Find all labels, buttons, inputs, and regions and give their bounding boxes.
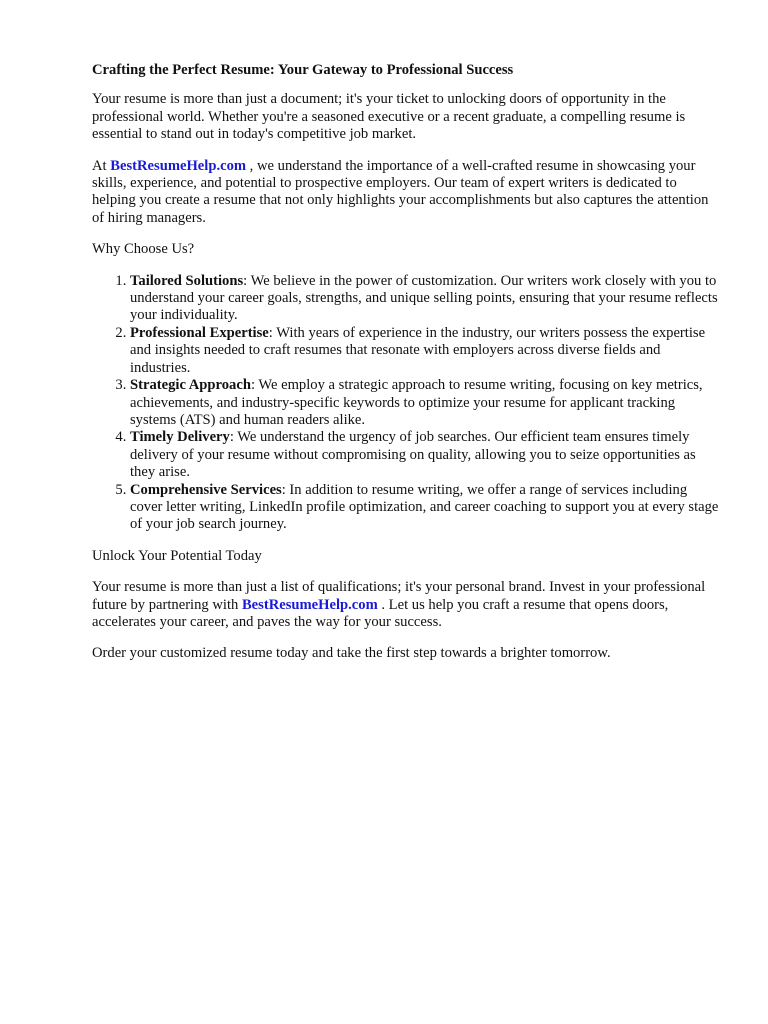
list-item [130,377,722,429]
list-item [130,273,722,325]
about-suffix: , we understand the importance of a well-crafted resume in showcasing your skills, experience, and potential to prospective employers. Our team of expert writers is dedicated to helping you create a resume that not only highlights your accomplishments but also captures the attention of hiring managers. [92,157,709,226]
document-page [92,58,722,677]
closing-suffix: . Let us help you craft a resume that opens doors, accelerates your career, and paves the way for your success. [92,596,669,630]
reason-term: Tailored Solutions [130,272,244,289]
reason-term: Professional Expertise [130,324,269,341]
closing-prefix: Your resume is more than just a list of qualifications; it's your personal brand. Invest in your professional future by partnering with [92,579,706,613]
unlock-heading: Unlock Your Potential Today [92,547,262,564]
reason-text: : We understand the urgency of job searches. Our efficient team ensures timely delivery of your resume without compromising on quality, allowing you to seize opportunities as they arise. [130,429,696,481]
list-item [130,482,722,534]
about-prefix: At [92,157,111,174]
bestresumehelp-link[interactable]: BestResumeHelp.com [110,157,247,174]
call-to-action: Order your customized resume today and take the first step towards a brighter tomorrow. [92,645,611,662]
closing-paragraph [92,579,722,631]
bestresumehelp-link-closing[interactable]: BestResumeHelp.com [241,596,378,613]
reason-term: Strategic Approach [130,377,251,394]
about-paragraph [92,158,722,228]
intro-paragraph: Your resume is more than just a document; it's your ticket to unlocking doors of opportunity in the professional world. Whether you're a seasoned executive or a recent graduate, a compelling resume is essential to stand out in today's competitive job market. [92,91,686,143]
reason-text: : In addition to resume writing, we offer a range of services including cover letter writing, LinkedIn profile optimization, and career coaching to support you at every stage of your job search journey. [130,481,719,533]
reasons-list [92,273,722,534]
reason-term: Timely Delivery [130,429,230,446]
reason-term: Comprehensive Services [130,481,282,498]
reason-text: : We believe in the power of customization. Our writers work closely with you to understand your career goals, strengths, and unique selling points, ensuring that your resume reflects your individuality. [130,272,718,324]
why-choose-heading: Why Choose Us? [92,241,195,258]
reason-text: : With years of experience in the industry, our writers possess the expertise and insights needed to craft resumes that resonate with employers across diverse fields and industries. [130,324,706,376]
list-item [130,325,722,377]
reason-text: : We employ a strategic approach to resume writing, focusing on key metrics, achievements, and industry-specific keywords to optimize your resume for applicant tracking systems (ATS) and human readers alike. [130,377,703,428]
document-title: Crafting the Perfect Resume: Your Gateway to Professional Success [92,62,514,78]
list-item [130,429,722,481]
